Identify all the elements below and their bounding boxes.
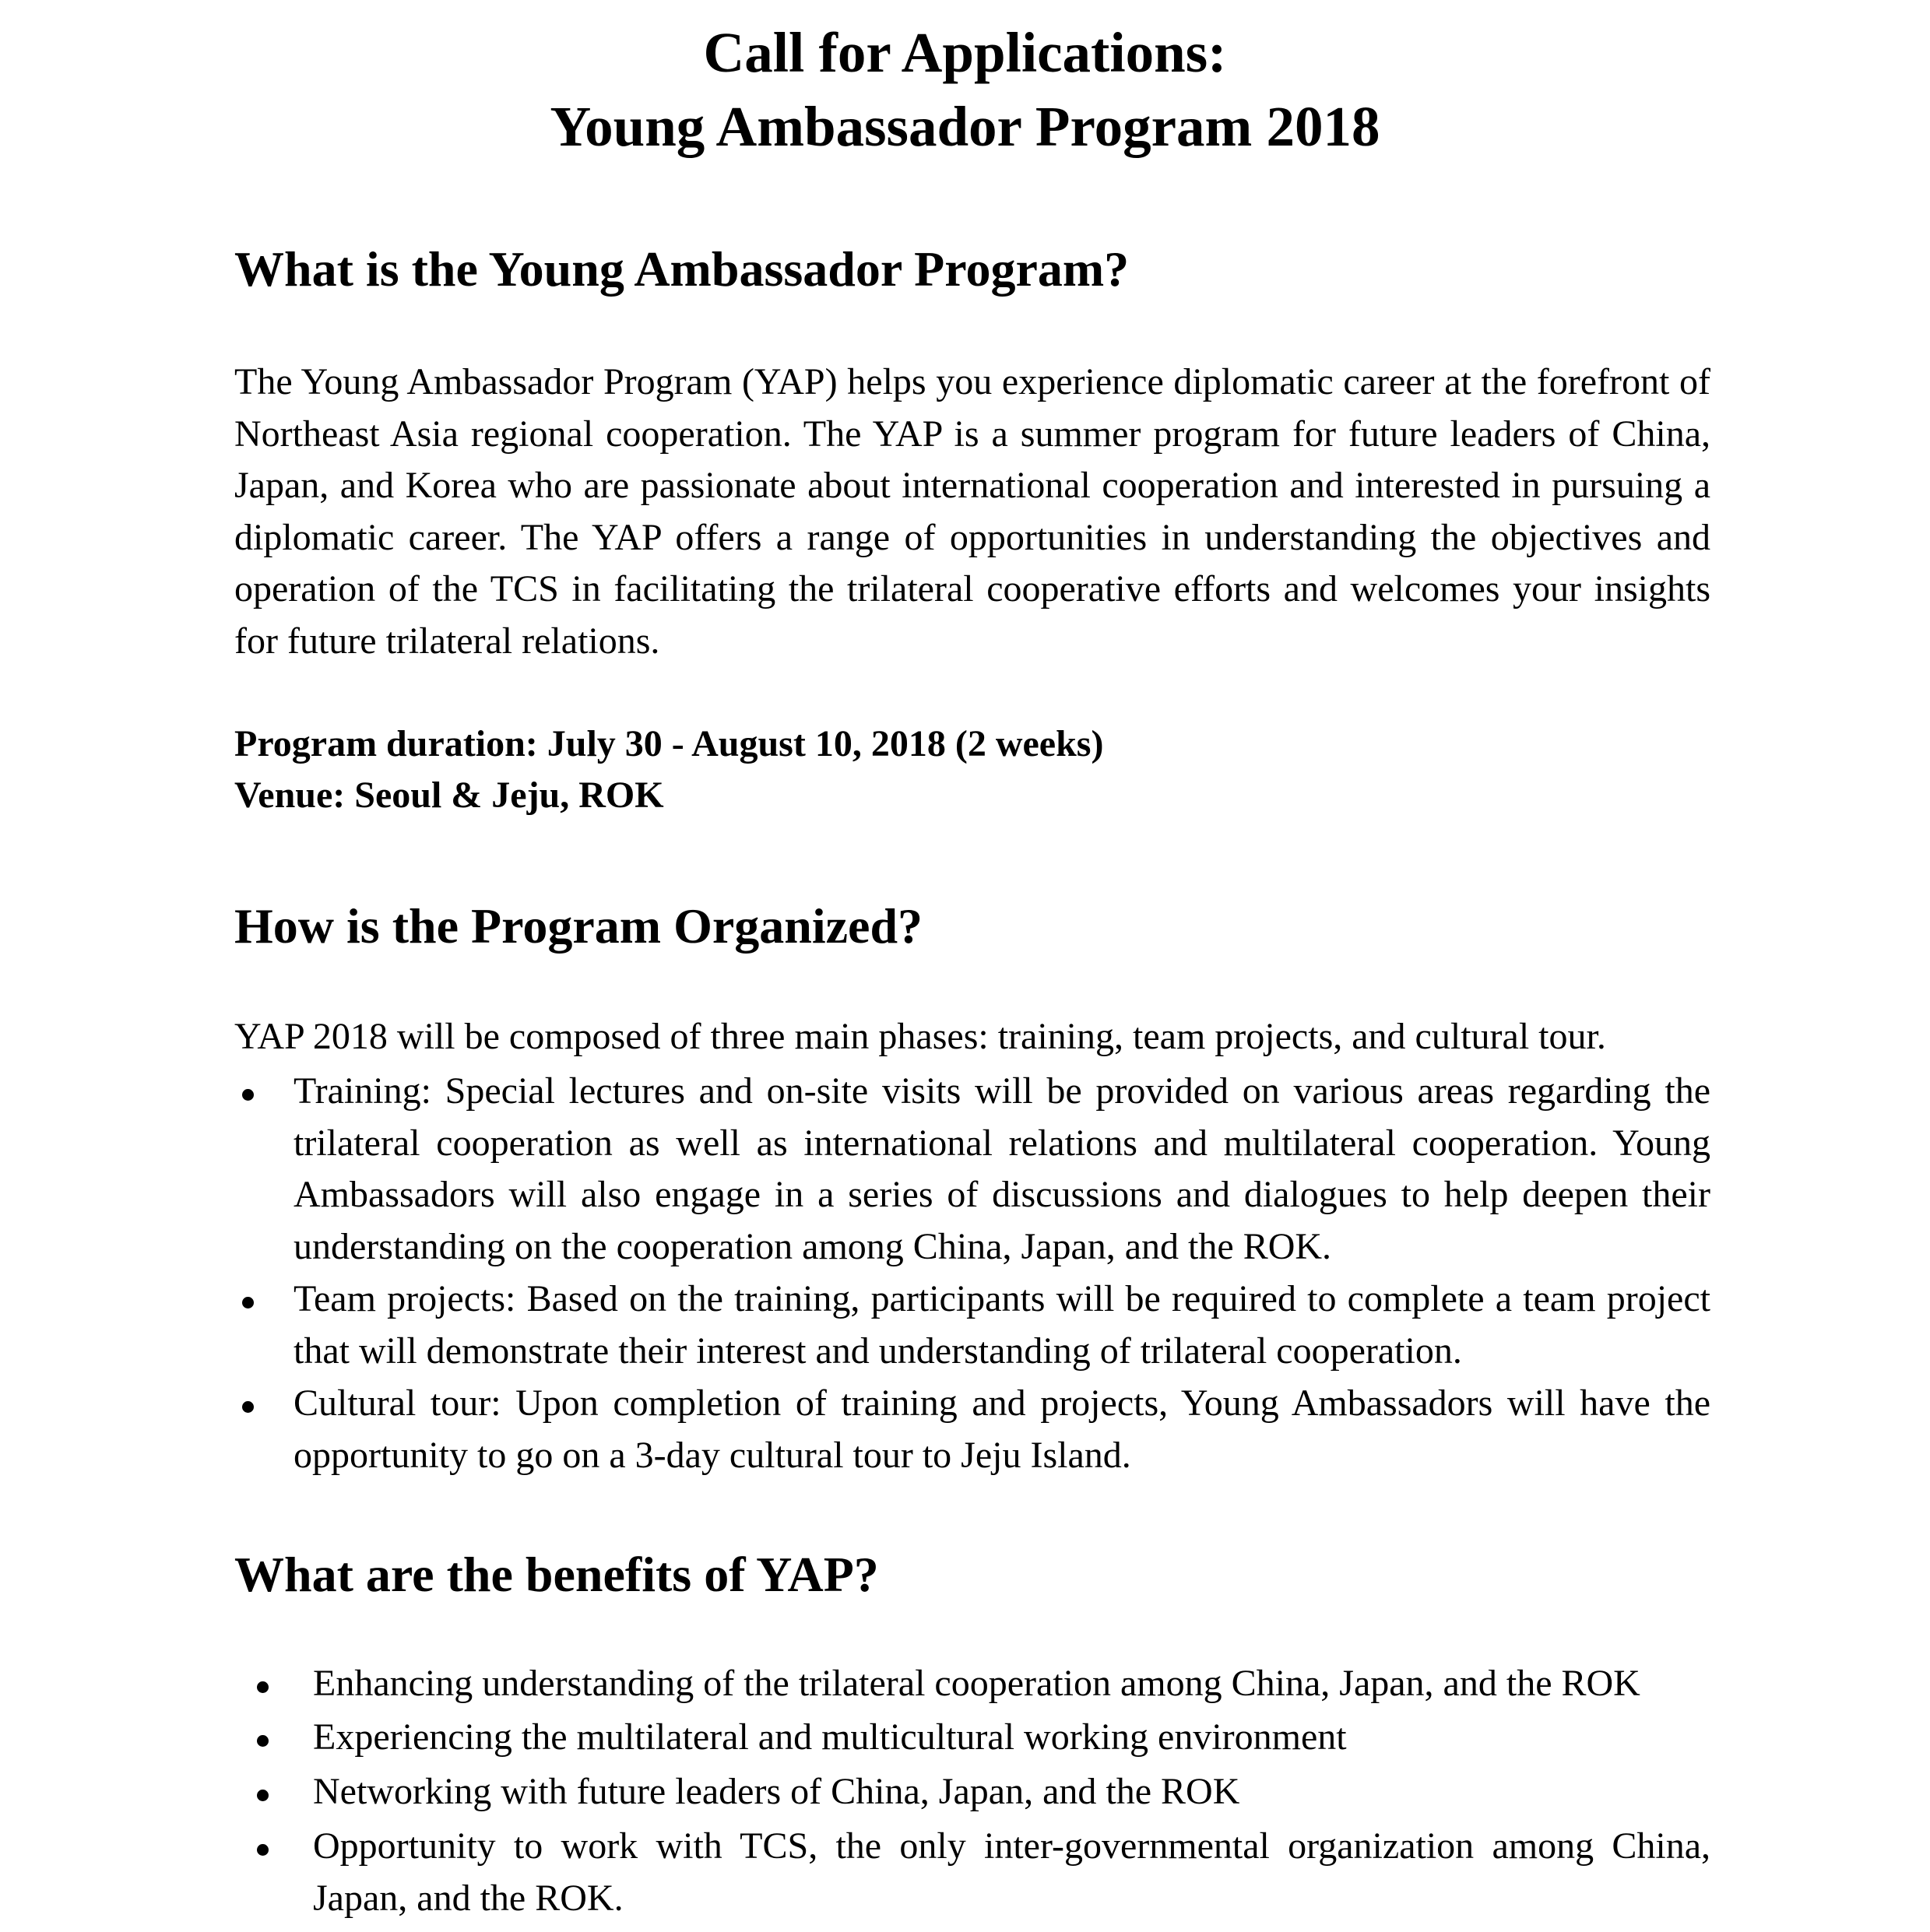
bullet-icon [242,1297,254,1308]
list-item-text: Training: Special lectures and on-site visits will be provided on various areas regarding the trilateral cooperation as well as international relations and multilateral cooperation. Young Ambassadors will also engage in a series of discussions and dialogues to help deepen their understanding on the cooperation among China, Japan, and the ROK. [294,1070,1710,1267]
benefit-item-text: Enhancing understanding of the trilateral cooperation among China, Japan, and the ROK [313,1663,1640,1704]
benefit-item-text: Opportunity to work with TCS, the only inter-governmental organization among China, Japan, and the ROK. [313,1825,1710,1919]
program-duration: Program duration: July 30 - August 10, 2018 (2 weeks) [234,723,1104,764]
bullet-icon [257,1790,269,1801]
section-heading-benefits: What are the benefits of YAP? [234,1547,879,1602]
bullet-icon [242,1089,254,1101]
benefit-item-text: Experiencing the multilateral and multicultural working environment [313,1716,1347,1758]
program-venue: Venue: Seoul & Jeju, ROK [234,775,664,816]
list-item-text: Cultural tour: Upon completion of training and projects, Young Ambassadors will have the opportunity to go on a 3-day cultural tour to Jeju Island. [294,1382,1710,1476]
section-heading-what: What is the Young Ambassador Program? [234,241,1130,297]
section-heading-how: How is the Program Organized? [234,898,923,954]
bullet-icon [242,1401,254,1413]
bullet-icon [257,1844,269,1856]
document-title-line-1: Call for Applications: [703,21,1227,84]
bullet-icon [257,1681,269,1693]
phases-intro: YAP 2018 will be composed of three main phases: training, team projects, and cultural tour. [234,1016,1606,1057]
document-title-line-2: Young Ambassador Program 2018 [550,95,1380,158]
intro-paragraph: The Young Ambassador Program (YAP) helps you experience diplomatic career at the forefront of Northeast Asia regional cooperation. The YAP is a summer program for future leaders of China, Japan, and Korea who are passionate about international cooperation and interested in pursuing a diplomatic career. The YAP offers a range of opportunities in understanding the objectives and operation of the TCS in facilitating the trilateral cooperative efforts and welcomes your insights for future trilateral relations. [234,361,1710,662]
bullet-icon [257,1735,269,1747]
list-item-text: Team projects: Based on the training, participants will be required to complete a team project that will demonstrate their interest and understanding of trilateral cooperation. [294,1278,1710,1372]
benefit-item-text: Networking with future leaders of China, Japan, and the ROK [313,1771,1240,1812]
